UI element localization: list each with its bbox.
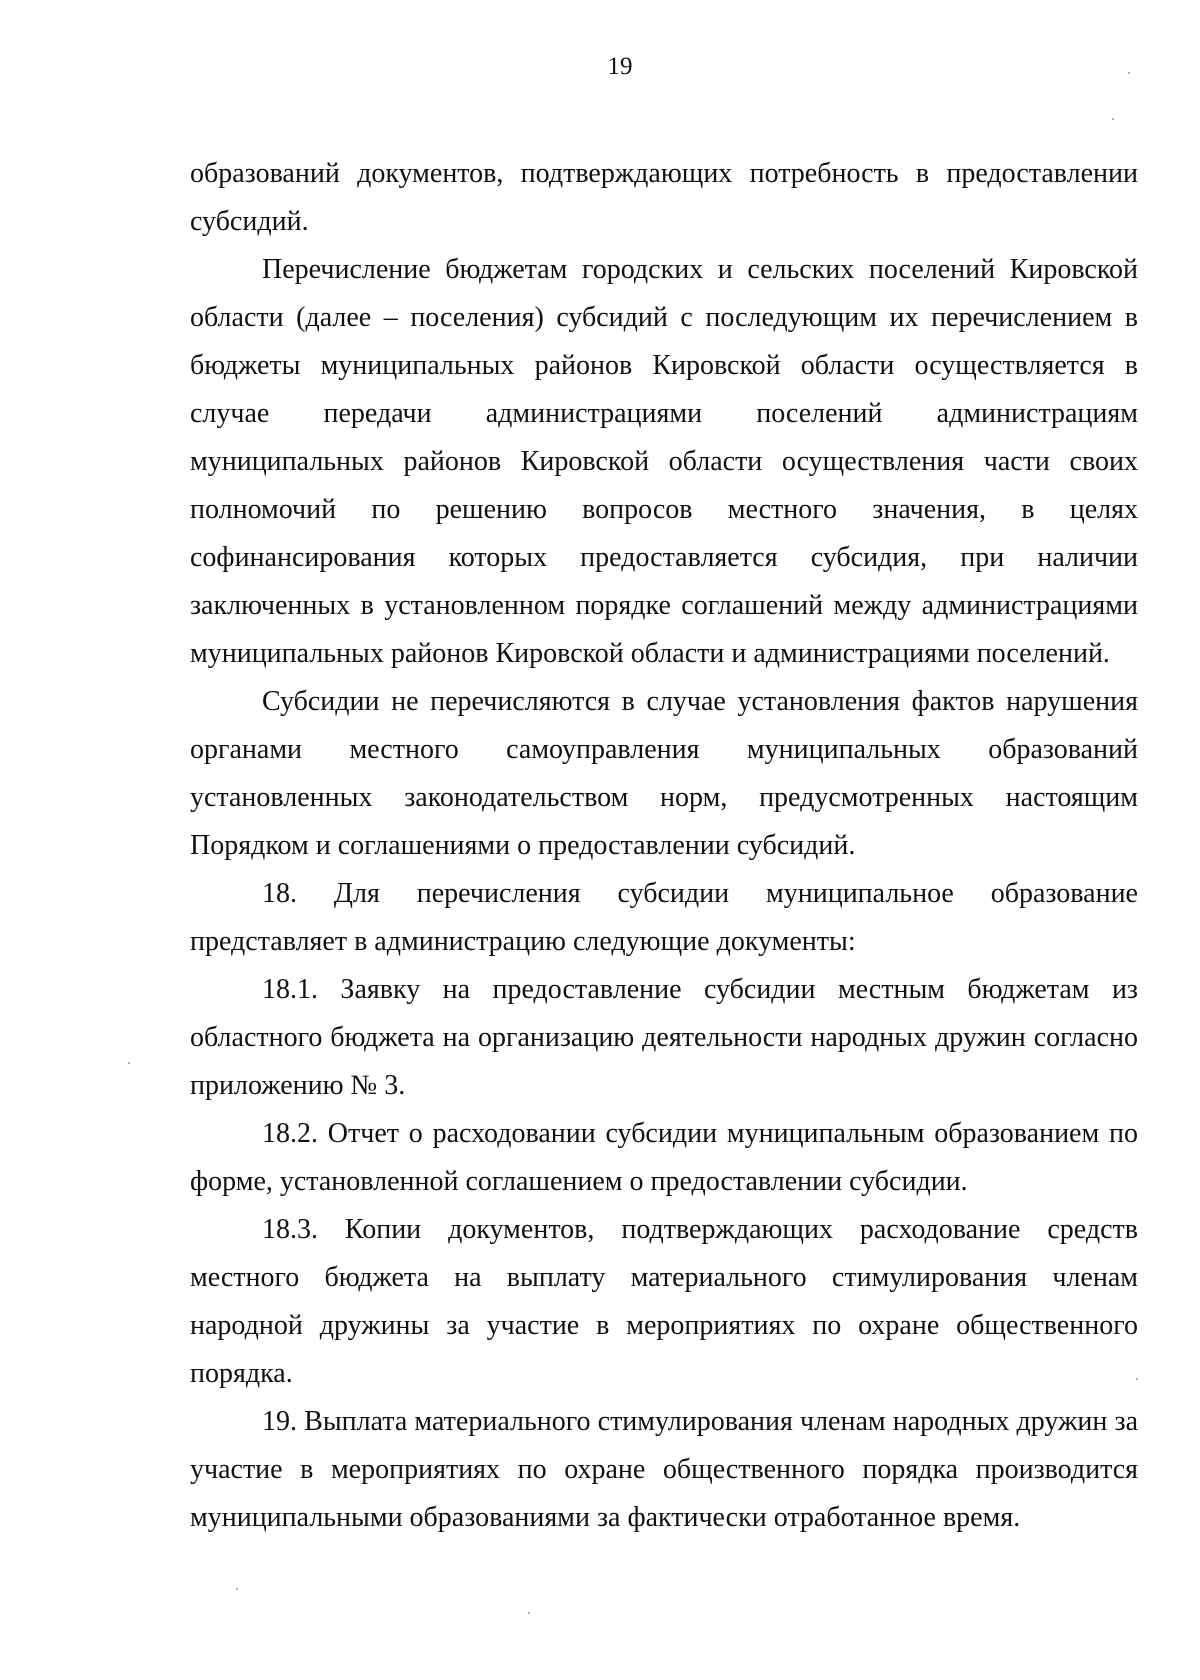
scan-speck: [236, 1588, 238, 1590]
paragraph-subsidies-not-transferred: Субсидии не перечисляются в случае установления фактов нарушения органами местного самоуправления муниципальных образований установленных законодательством норм, предусмотренных настоящим Порядком и соглашениями о предоставлении субсидий.: [190, 686, 1138, 861]
document-body: [190, 150, 1138, 1542]
page-number: 19: [607, 53, 633, 80]
paragraph-item-18-1: 18.1. Заявку на предоставление субсидии местным бюджетам из областного бюджета на организацию деятельности народных дружин согласно приложению № 3.: [190, 974, 1138, 1101]
paragraph-item-18-2: 18.2. Отчет о расходовании субсидии муниципальным образованием по форме, установленной соглашением о предоставлении субсидии.: [190, 1118, 1138, 1197]
paragraph-item-18: 18. Для перечисления субсидии муниципальное образование представляет в администрацию следующие документы:: [190, 878, 1138, 957]
scan-speck: [1112, 118, 1114, 120]
scan-speck: [1128, 72, 1130, 74]
paragraph-item-18-3: 18.3. Копии документов, подтверждающих расходование средств местного бюджета на выплату материального стимулирования членам народной дружины за участие в мероприятиях по охране общественного порядка.: [190, 1214, 1138, 1389]
paragraph-transfer-to-settlements: Перечисление бюджетам городских и сельских поселений Кировской области (далее – поселения) субсидий с последующим их перечислением в бюджеты муниципальных районов Кировской области осуществляется в случае передачи администрациями поселений администрациям муниципальных районов Кировской области осуществления части своих полномочий по решению вопросов местного значения, в целях софинансирования которых предоставляется субсидия, при наличии заключенных в установленном порядке соглашений между администрациями муниципальных районов Кировской области и администрациями поселений.: [190, 254, 1138, 669]
scan-speck: [528, 1612, 530, 1614]
paragraph-continuation: образований документов, подтверждающих потребность в предоставлении субсидий.: [190, 158, 1138, 237]
paragraph-item-19: 19. Выплата материального стимулирования членам народных дружин за участие в мероприятиях по охране общественного порядка производится муниципальными образованиями за фактически отработанное время.: [190, 1406, 1138, 1533]
scan-speck: [128, 1062, 130, 1064]
scan-speck: [1136, 1378, 1138, 1380]
